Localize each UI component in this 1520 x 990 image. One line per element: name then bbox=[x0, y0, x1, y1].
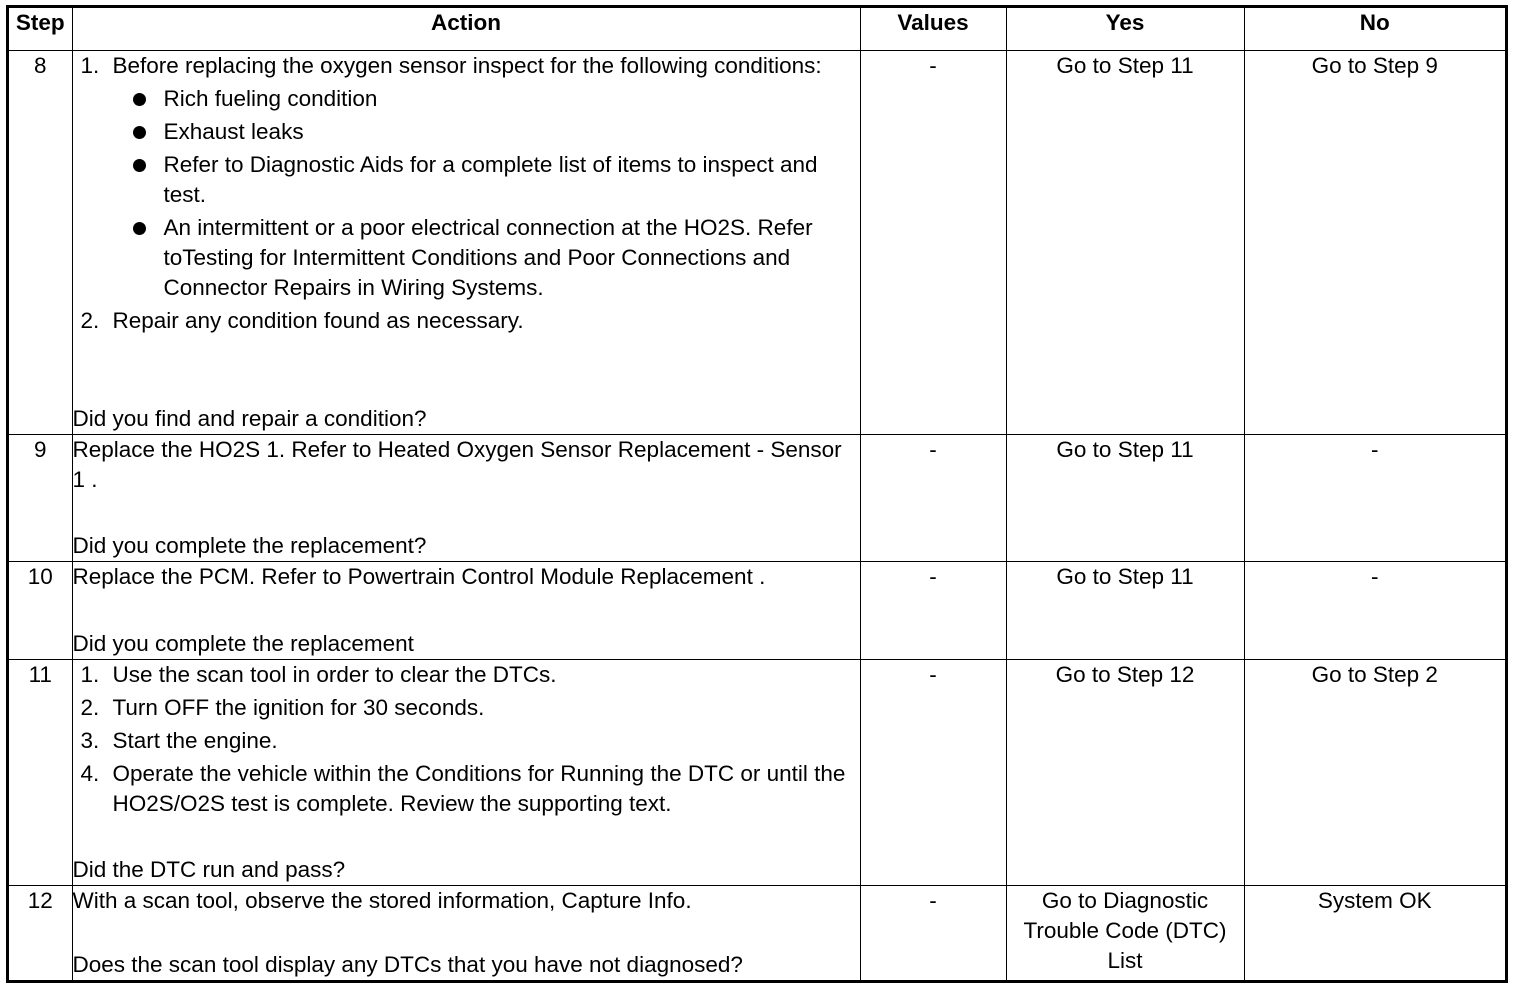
step-item-text: Use the scan tool in order to clear the DTCs. bbox=[112, 661, 557, 687]
action-question: Does the scan tool display any DTCs that you have not diagnosed? bbox=[72, 952, 743, 977]
action-steps bbox=[73, 660, 860, 822]
action-cell bbox=[72, 885, 860, 980]
table-row bbox=[9, 434, 1505, 561]
header-row bbox=[9, 8, 1505, 50]
condition-bullets bbox=[113, 84, 860, 303]
header-step: Step bbox=[9, 8, 72, 50]
step-item-number: 1. bbox=[80, 52, 100, 78]
step-item-number: 1. bbox=[80, 661, 100, 687]
step-item-number: 2. bbox=[80, 307, 100, 333]
action-text: Replace the PCM. Refer to Powertrain Control Module Replacement . bbox=[72, 563, 766, 589]
no-cell: Go to Step 2 bbox=[1244, 659, 1505, 885]
action-text: With a scan tool, observe the stored information, Capture Info. bbox=[72, 887, 692, 913]
values-cell: - bbox=[860, 659, 1006, 885]
no-cell: Go to Step 9 bbox=[1244, 50, 1505, 434]
values-cell: - bbox=[860, 434, 1006, 561]
action-step bbox=[73, 660, 860, 690]
header-values: Values bbox=[860, 8, 1006, 50]
yes-cell: Go to Step 11 bbox=[1006, 561, 1244, 659]
header-yes: Yes bbox=[1006, 8, 1244, 50]
action-text: Replace the HO2S 1. Refer to Heated Oxygen Sensor Replacement - Sensor 1 . bbox=[72, 436, 842, 492]
action-question: Did you complete the replacement? bbox=[72, 532, 427, 558]
values-cell: - bbox=[860, 50, 1006, 434]
step-item-number: 2. bbox=[80, 694, 100, 720]
step-item-text: Before replacing the oxygen sensor inspect for the following conditions: bbox=[112, 52, 822, 78]
table-row bbox=[9, 50, 1505, 434]
action-step bbox=[73, 693, 860, 723]
no-cell: - bbox=[1244, 561, 1505, 659]
action-step bbox=[73, 759, 860, 819]
yes-cell: Go to Diagnostic Trouble Code (DTC) List bbox=[1006, 885, 1244, 980]
bullet-icon bbox=[133, 93, 146, 106]
bullet-text: An intermittent or a poor electrical connection at the HO2S. Refer toTesting for Intermittent Conditions and Poor Connections and Connector Repairs in Wiring Systems. bbox=[163, 214, 813, 300]
values-cell: - bbox=[860, 885, 1006, 980]
action-step bbox=[73, 51, 860, 303]
no-cell: - bbox=[1244, 434, 1505, 561]
table-row bbox=[9, 561, 1505, 659]
header-no: No bbox=[1244, 8, 1505, 50]
action-cell bbox=[72, 561, 860, 659]
yes-cell: Go to Step 11 bbox=[1006, 50, 1244, 434]
step-item-text: Turn OFF the ignition for 30 seconds. bbox=[112, 694, 485, 720]
bullet-icon bbox=[133, 222, 146, 235]
header-action: Action bbox=[72, 8, 860, 50]
action-step bbox=[73, 306, 860, 336]
step-item-text: Start the engine. bbox=[112, 727, 278, 753]
bullet-icon bbox=[133, 126, 146, 139]
table-row bbox=[9, 885, 1505, 980]
bullet-text: Refer to Diagnostic Aids for a complete list of items to inspect and test. bbox=[163, 151, 818, 207]
bullet-text: Exhaust leaks bbox=[163, 118, 304, 144]
values-cell: - bbox=[860, 561, 1006, 659]
bullet-text: Rich fueling condition bbox=[163, 85, 378, 111]
action-question: Did you find and repair a condition? bbox=[72, 405, 427, 431]
action-cell bbox=[72, 659, 860, 885]
no-cell: System OK bbox=[1244, 885, 1505, 980]
step-item-number: 4. bbox=[80, 760, 100, 786]
bullet-icon bbox=[133, 159, 146, 172]
action-step bbox=[73, 726, 860, 756]
yes-cell: Go to Step 12 bbox=[1006, 659, 1244, 885]
table-row bbox=[9, 659, 1505, 885]
bullet-item bbox=[113, 150, 860, 210]
diagnostic-table-grid bbox=[9, 8, 1505, 980]
step-number: 12 bbox=[9, 885, 72, 980]
step-item-number: 3. bbox=[80, 727, 100, 753]
yes-cell: Go to Step 11 bbox=[1006, 434, 1244, 561]
step-item-text: Operate the vehicle within the Conditions for Running the DTC or until the HO2S/O2S test is complete. Review the supporting text. bbox=[112, 760, 846, 816]
action-question: Did you complete the replacement bbox=[72, 630, 414, 656]
action-question: Did the DTC run and pass? bbox=[72, 856, 346, 882]
bullet-item bbox=[113, 117, 860, 147]
bullet-item bbox=[113, 213, 860, 303]
action-steps bbox=[73, 51, 860, 339]
step-number: 8 bbox=[9, 50, 72, 434]
step-number: 10 bbox=[9, 561, 72, 659]
step-number: 9 bbox=[9, 434, 72, 561]
action-cell bbox=[72, 434, 860, 561]
step-number: 11 bbox=[9, 659, 72, 885]
bullet-item bbox=[113, 84, 860, 114]
step-item-text: Repair any condition found as necessary. bbox=[112, 307, 524, 333]
diagnostic-table bbox=[6, 5, 1508, 983]
action-cell bbox=[72, 50, 860, 434]
